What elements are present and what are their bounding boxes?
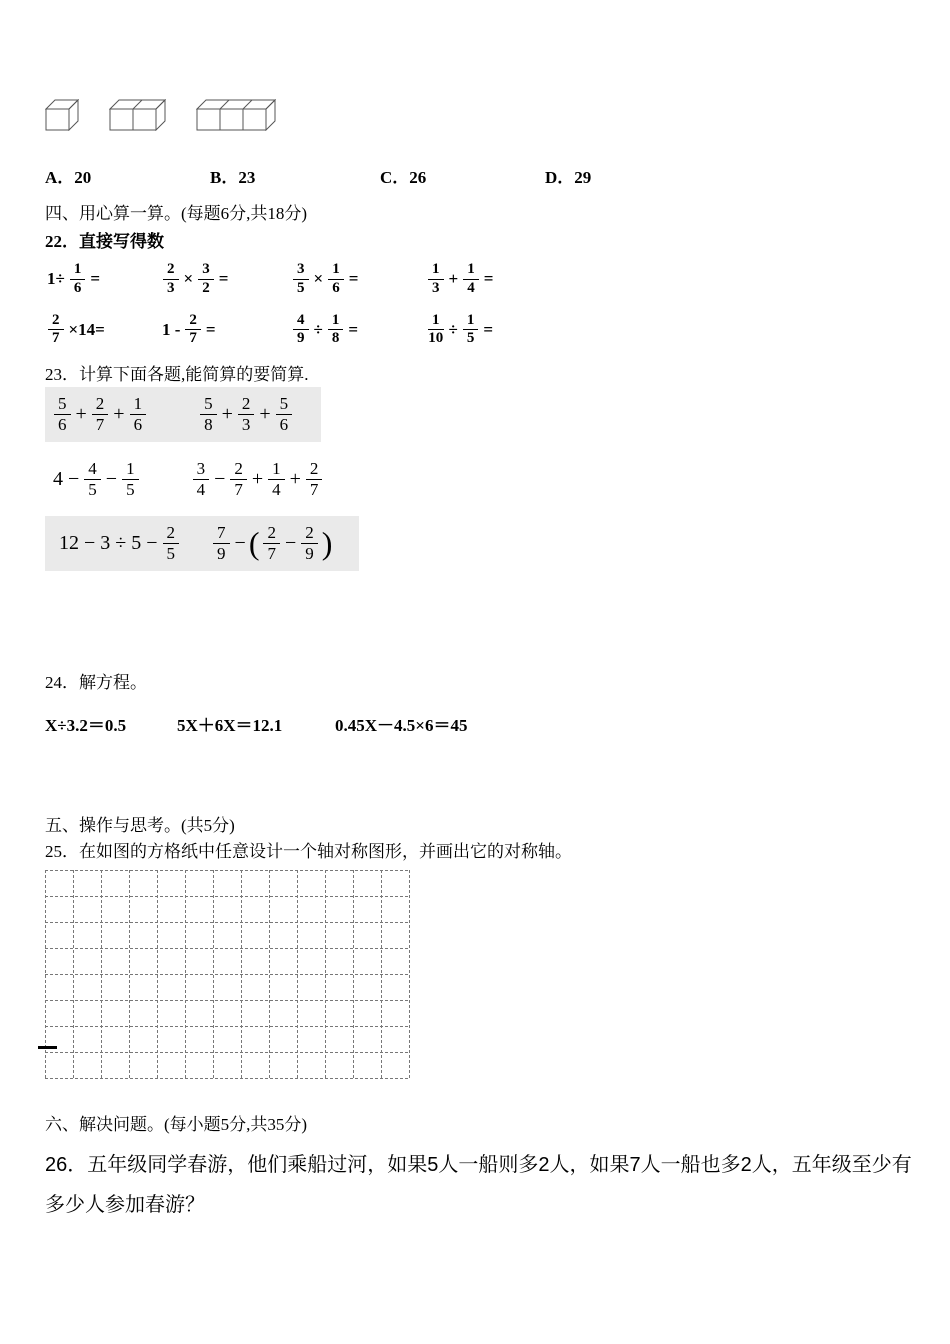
q22-expressions bbox=[45, 262, 910, 347]
math-expression: $\frac{1}{3}$ + $\frac{1}{4}$ = bbox=[425, 262, 910, 297]
highlighted-expression-band bbox=[45, 387, 321, 442]
cube-figure bbox=[196, 99, 276, 131]
stray-mark bbox=[38, 1046, 57, 1049]
math-expression: $\frac{3}{5}$ × $\frac{1}{6}$ = bbox=[290, 262, 425, 297]
expression-band bbox=[45, 452, 351, 507]
equation: 0.45X－4.5×6＝45 bbox=[335, 716, 468, 736]
math-expression: $\frac{7}{9}$ − ( $\frac{2}{7}$ − $\frac{2}{9}$ ) bbox=[210, 524, 333, 563]
math-expression: $\frac{1}{10}$ ÷ $\frac{1}{5}$ = bbox=[428, 311, 494, 347]
section-5-heading: 五、操作与思考。(共5分) bbox=[45, 816, 235, 836]
equation: X÷3.2＝0.5 bbox=[45, 716, 127, 736]
cube-figure bbox=[45, 99, 79, 131]
q24-equations bbox=[45, 711, 910, 736]
math-expression: 1 - $\frac{2}{7}$ = bbox=[162, 311, 216, 347]
math-expression: 1÷ $\frac{1}{6}$ = bbox=[47, 261, 101, 296]
math-expression: $\frac{2}{7}$ ×14= bbox=[45, 313, 160, 348]
choice-row bbox=[45, 163, 910, 188]
q23-row-1 bbox=[45, 387, 910, 442]
choice-b: B．23 bbox=[210, 168, 256, 187]
math-expression: 12 − 3 ÷ 5 − $\frac{2}{5}$ bbox=[57, 524, 182, 563]
q23-label: 23．计算下面各题,能简算的要简算. bbox=[45, 365, 309, 384]
highlighted-expression-band bbox=[45, 516, 359, 571]
math-expression: $\frac{3}{4}$ − $\frac{2}{7}$ + $\frac{1}{4}$ + $\frac{2}{7}$ bbox=[190, 460, 326, 499]
math-expression: $\frac{2}{3}$ × $\frac{3}{2}$ = bbox=[160, 262, 290, 297]
q23-row-2 bbox=[45, 452, 910, 507]
choice-a: A．20 bbox=[45, 168, 92, 187]
q25-label: 25．在如图的方格纸中任意设计一个轴对称图形，并画出它的对称轴。 bbox=[45, 842, 572, 862]
math-expression: $\frac{5}{8}$ + $\frac{2}{3}$ + $\frac{5}{6}$ bbox=[197, 395, 295, 434]
q26-text: 26．五年级同学春游，他们乘船过河，如果5人一船则多2人，如果7人一船也多2人，五年级至少有多少人参加春游？ bbox=[45, 1154, 912, 1217]
math-expression: $\frac{5}{6}$ + $\frac{2}{7}$ + $\frac{1}{6}$ bbox=[51, 395, 149, 434]
grid-paper bbox=[45, 870, 411, 1079]
cube-figure bbox=[109, 99, 166, 131]
math-expression: $\frac{4}{9}$ ÷ $\frac{1}{8}$ = bbox=[290, 313, 425, 348]
cube-figures bbox=[45, 95, 910, 131]
equation: 5X＋6X＝12.1 bbox=[177, 716, 283, 736]
section-6-heading: 六、解决问题。(每小题5分,共35分) bbox=[45, 1115, 308, 1135]
choice-d: D．29 bbox=[545, 168, 592, 187]
math-expression: 4 − $\frac{4}{5}$ − $\frac{1}{5}$ bbox=[51, 460, 142, 499]
section-4-heading: 四、用心算一算。(每题6分,共18分) bbox=[45, 204, 308, 223]
q24-label: 24．解方程。 bbox=[45, 673, 147, 693]
q22-label: 22．直接写得数 bbox=[45, 232, 164, 251]
q23-row-3 bbox=[45, 516, 910, 571]
choice-c: C．26 bbox=[380, 168, 427, 187]
